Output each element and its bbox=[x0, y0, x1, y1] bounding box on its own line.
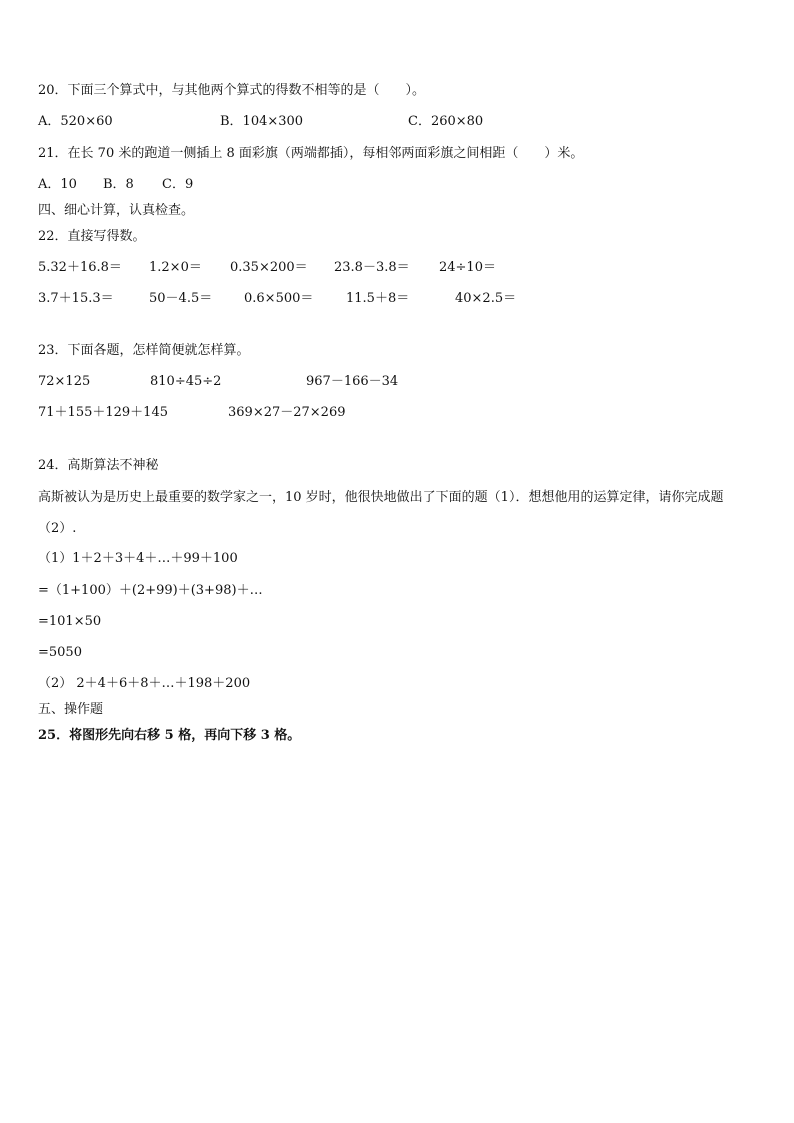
gauss-line-1: （1）1＋2＋3＋4＋…＋99＋100 bbox=[38, 551, 238, 566]
question-21-stem: 21．在长 70 米的跑道一侧插上 8 面彩旗（两端都插），每相邻两面彩旗之间相距（ ）米。 bbox=[38, 146, 584, 161]
calc-item: 0.35×200＝ bbox=[230, 260, 308, 275]
gauss-line-5: （2） 2＋4＋6＋8＋…＋198＋200 bbox=[38, 676, 251, 691]
gauss-line-3: =101×50 bbox=[38, 614, 102, 629]
question-23-row-1 bbox=[38, 374, 738, 390]
section-5-title: 五、操作题 bbox=[38, 702, 104, 717]
calc-item: 40×2.5＝ bbox=[455, 291, 517, 306]
question-25-stem: 25．将图形先向右移 5 格，再向下移 3 格。 bbox=[38, 728, 301, 743]
question-20-options bbox=[38, 114, 738, 130]
calc-item: 967－166－34 bbox=[306, 374, 399, 389]
gauss-line-2: =（1+100）＋(2+99)＋(3+98)＋… bbox=[38, 583, 263, 598]
calc-item: 11.5＋8＝ bbox=[346, 291, 410, 306]
calc-item: 23.8－3.8＝ bbox=[334, 260, 410, 275]
option-a: A．10 bbox=[38, 177, 77, 192]
option-b: B．8 bbox=[103, 177, 134, 192]
calc-item: 0.6×500＝ bbox=[244, 291, 314, 306]
question-20-stem: 20．下面三个算式中，与其他两个算式的得数不相等的是（ ）。 bbox=[38, 83, 426, 98]
calc-item: 50－4.5＝ bbox=[149, 291, 213, 306]
question-22-row-2 bbox=[38, 291, 738, 307]
section-4-title: 四、细心计算，认真检查。 bbox=[38, 203, 195, 218]
option-a: A．520×60 bbox=[38, 114, 113, 129]
calc-item: 5.32＋16.8＝ bbox=[38, 260, 122, 275]
calc-item: 71＋155＋129＋145 bbox=[38, 405, 168, 420]
question-24-description: 高斯被认为是历史上最重要的数学家之一，10 岁时，他很快地做出了下面的题（1）．想想他用的运算定律，请你完成题（2）. bbox=[38, 490, 724, 536]
calc-item: 24÷10＝ bbox=[439, 260, 496, 275]
question-22-stem: 22．直接写得数。 bbox=[38, 229, 146, 244]
question-21-options bbox=[38, 177, 338, 193]
calc-item: 1.2×0＝ bbox=[149, 260, 202, 275]
option-c: C．9 bbox=[162, 177, 194, 192]
calc-item: 810÷45÷2 bbox=[150, 374, 222, 389]
calc-item: 72×125 bbox=[38, 374, 91, 389]
gauss-line-4: =5050 bbox=[38, 645, 82, 660]
question-23-stem: 23．下面各题，怎样简便就怎样算。 bbox=[38, 343, 250, 358]
question-24-stem: 24．高斯算法不神秘 bbox=[38, 458, 159, 473]
calc-item: 3.7＋15.3＝ bbox=[38, 291, 114, 306]
option-b: B．104×300 bbox=[220, 114, 304, 129]
question-22-row-1 bbox=[38, 260, 738, 276]
calc-item: 369×27－27×269 bbox=[228, 405, 346, 420]
question-23-row-2 bbox=[38, 405, 738, 421]
option-c: C．260×80 bbox=[408, 114, 484, 129]
